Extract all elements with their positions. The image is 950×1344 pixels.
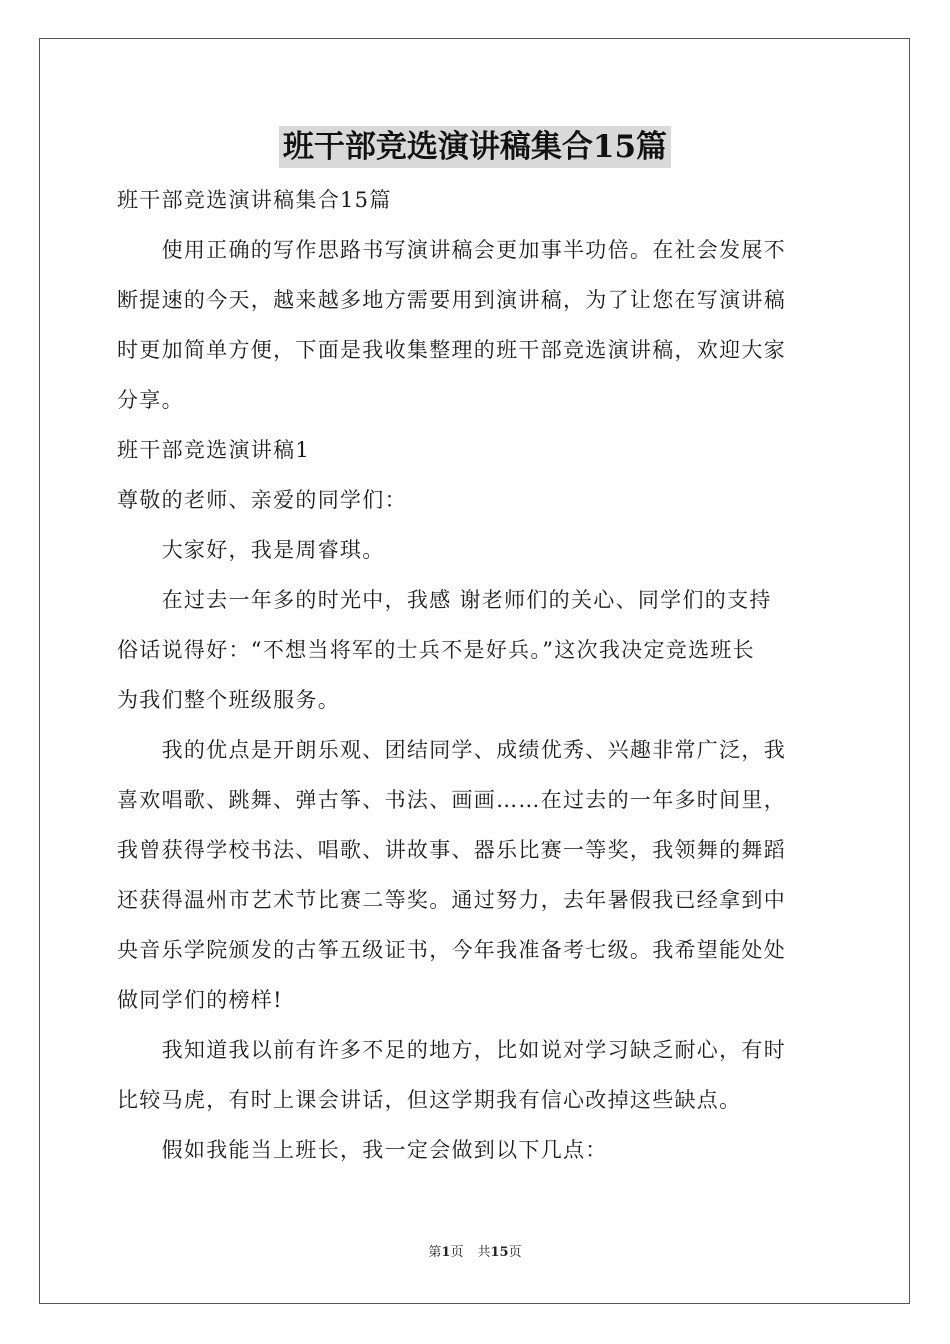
paragraph-line: 还获得温州市艺术节比赛二等奖。通过努力，去年暑假我已经拿到中 <box>117 888 786 912</box>
paragraph-line: 断提速的今天，越来越多地方需要用到演讲稿，为了让您在写演讲稿 <box>117 288 786 312</box>
paragraph-line: 假如我能当上班长，我一定会做到以下几点： <box>117 1138 608 1162</box>
salutation-line: 尊敬的老师、亲爱的同学们： <box>117 488 407 512</box>
total-prefix: 共 <box>477 1245 491 1260</box>
paragraph-line: 分享。 <box>117 388 184 412</box>
paragraph-line: 在过去一年多的时光中，我感 谢老师们的关心、同学们的支持 <box>117 588 772 612</box>
paragraph-line: 使用正确的写作思路书写演讲稿会更加事半功倍。在社会发展不 <box>117 238 786 262</box>
paragraph-line: 俗话说得好：“不想当将军的士兵不是好兵。”这次我决定竞选班长 <box>117 638 755 662</box>
page-number: 1 <box>441 1245 451 1260</box>
section-heading: 班干部竞选演讲稿1 <box>117 438 311 462</box>
title-container <box>0 126 950 168</box>
paragraph-line: 比较马虎，有时上课会讲话，但这学期我有信心改掉这些缺点。 <box>117 1088 742 1112</box>
paragraph-line: 做同学们的榜样! <box>117 988 283 1012</box>
page-prefix: 第 <box>428 1245 442 1260</box>
paragraph-line: 喜欢唱歌、跳舞、弹古筝、书法、画画……在过去的一年多时间里， <box>117 788 786 812</box>
page-footer <box>0 1244 950 1262</box>
paragraph-line: 我的优点是开朗乐观、团结同学、成绩优秀、兴趣非常广泛，我 <box>117 738 786 762</box>
paragraph-line: 我知道我以前有许多不足的地方，比如说对学习缺乏耐心，有时 <box>117 1038 786 1062</box>
paragraph-line: 时更加简单方便，下面是我收集整理的班干部竞选演讲稿，欢迎大家 <box>117 338 786 362</box>
paragraph-line: 大家好，我是周睿琪。 <box>117 538 385 562</box>
paragraph-line: 我曾获得学校书法、唱歌、讲故事、器乐比赛一等奖，我领舞的舞蹈 <box>117 838 786 862</box>
page-suffix: 页 <box>450 1245 464 1260</box>
document-title: 班干部竞选演讲稿集合15篇 <box>279 126 671 168</box>
total-pages: 15 <box>490 1245 509 1260</box>
paragraph-line: 央音乐学院颁发的古筝五级证书，今年我准备考七级。我希望能处处 <box>117 938 786 962</box>
total-suffix: 页 <box>508 1245 522 1260</box>
page-border <box>39 38 910 1304</box>
subtitle-line: 班干部竞选演讲稿集合15篇 <box>117 188 392 212</box>
paragraph-line: 为我们整个班级服务。 <box>117 688 340 712</box>
